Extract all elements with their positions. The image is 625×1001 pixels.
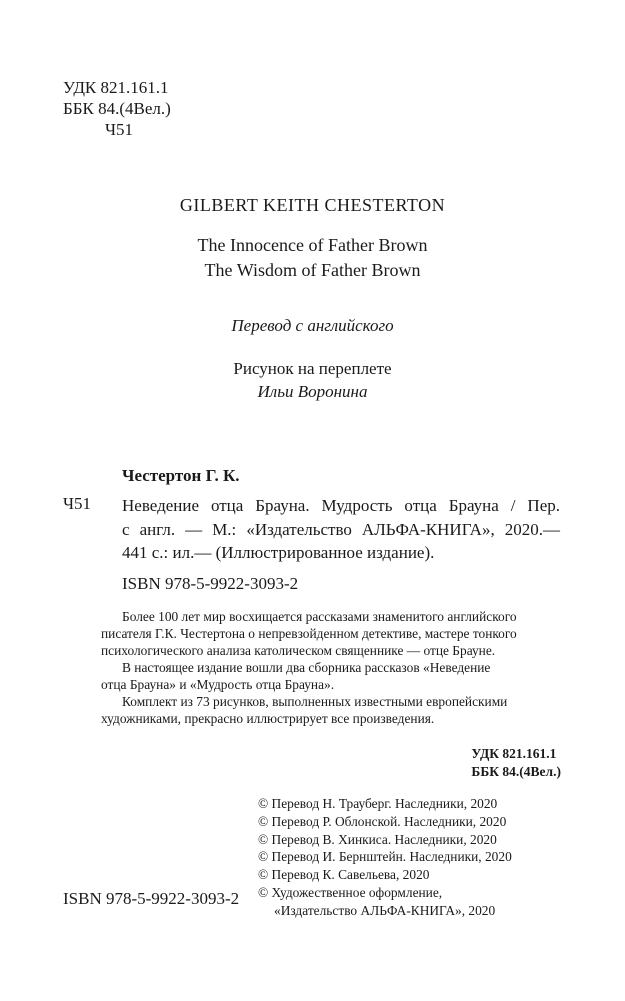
copyright-line: «Издательство АЛЬФА-КНИГА», 2020: [274, 902, 496, 918]
annotation-line: художниками, прекрасно иллюстрирует все произведения.: [101, 711, 435, 726]
cover-artist: Ильи Воронина: [257, 382, 368, 401]
biblio-line: Неведение отца Брауна. Мудрость отца Брауна / Пер.: [122, 496, 560, 515]
copyright-line: © Перевод К. Савельева, 2020: [258, 867, 430, 883]
udk-code: УДК 821.161.1: [63, 78, 169, 97]
biblio-line: с англ. — М.: «Издательство АЛЬФА-КНИГА», 2020.—: [122, 519, 560, 539]
bibliographic-description: [122, 494, 560, 565]
udk-block: [63, 77, 171, 140]
copyright-line: © Художественное оформление,: [258, 884, 443, 900]
cover-credit-label: Рисунок на переплете: [233, 359, 392, 378]
copyright-line: © Перевод И. Бернштейн. Наследники, 2020: [258, 849, 512, 865]
copyright-line: © Перевод Н. Трауберг. Наследники, 2020: [258, 796, 498, 811]
author-name-russian: Честертон Г. К.: [122, 466, 240, 485]
annotation-line: Более 100 лет мир восхищается рассказами знаменитого английского: [122, 609, 517, 624]
biblio-author-mark: Ч51: [63, 494, 92, 513]
translation-note: Перевод с английского: [231, 316, 394, 335]
annotation-line: писателя Г.К. Честертона о непревзойденном детективе, мастере тонкого: [101, 626, 517, 641]
original-titles: [0, 233, 625, 283]
annotation-line: отца Брауна» и «Мудрость отца Брауна».: [101, 677, 335, 692]
copyright-line: © Перевод Р. Облонской. Наследники, 2020: [258, 813, 507, 829]
isbn-bottom: ISBN 978-5-9922-3093-2: [63, 889, 240, 908]
annotation: [101, 608, 561, 727]
copyright-line: © Перевод В. Хинкиса. Наследники, 2020: [258, 831, 497, 847]
bbk-code: ББК 84.(4Вел.): [63, 99, 171, 118]
bbk-code-bottom: ББК 84.(4Вел.): [471, 764, 561, 779]
udk-code-bottom: УДК 821.161.1: [471, 746, 557, 761]
original-title: The Wisdom of Father Brown: [204, 260, 421, 280]
udk-block-bottom: [471, 745, 561, 781]
author-name-english: GILBERT KEITH CHESTERTON: [179, 195, 446, 215]
biblio-line: 441 с.: ил.— (Иллюстрированное издание).: [122, 543, 435, 562]
author-mark: Ч51: [105, 120, 134, 139]
annotation-line: В настоящее издание вошли два сборника рассказов «Неведение: [122, 660, 491, 675]
annotation-line: Комплект из 73 рисунков, выполненных известными европейскими: [122, 694, 508, 709]
isbn: ISBN 978-5-9922-3093-2: [122, 574, 299, 593]
original-title: The Innocence of Father Brown: [197, 235, 428, 255]
cover-credit: [0, 357, 625, 403]
annotation-line: психологического анализа католическом священнике — отце Брауне.: [101, 643, 496, 658]
copyright-block: [258, 795, 512, 920]
